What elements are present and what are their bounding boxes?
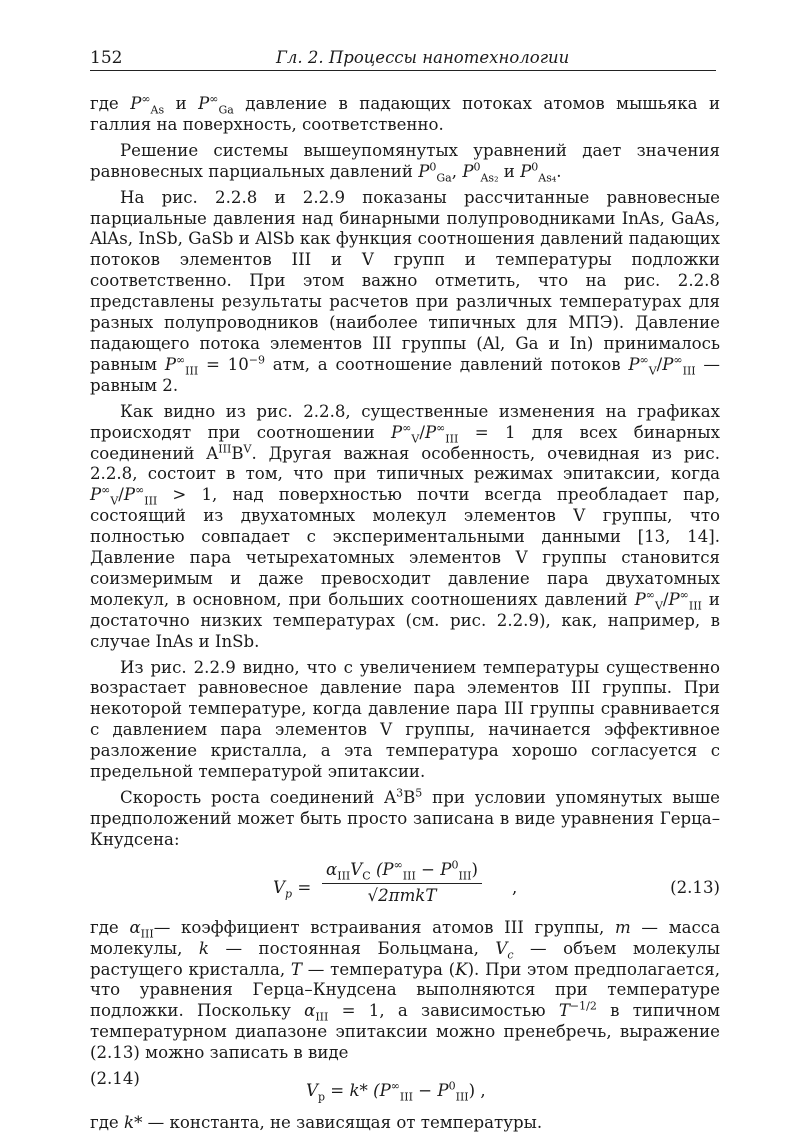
page-header — [90, 44, 716, 71]
running-title: Гл. 2. Процессы нанотехнологии — [276, 48, 570, 67]
equation-comma: , — [512, 877, 518, 897]
paragraph-8: где k* — константа, не зависящая от температуры. — [90, 1113, 543, 1133]
paragraph-6: Скорость роста соединений $A^3B^5$ при условии упомянутых выше предположений может быть просто записана в виде уравнения Герца–Кнудсена: — [90, 786, 720, 849]
equation-lhs: $V_p$ = — [273, 877, 312, 901]
equation-number: (2.13) — [670, 877, 720, 897]
paragraph-7: где $\alpha_{III}—$ коэффициент встраивания атомов III группы, m — масса молекулы, k — постоянная Больцмана, $V_c$ — объем молекулы растущего кристалла, T — температура (K). При этом предполагается, что уравнения Герца–Кнудсена выполняются при температуре подложки. Поскольку $\alpha_{III} = 1$, а зависимостью $T^{-1/2}$ в типичном температурном диапазоне эпитаксии можно пренебречь, выражение (2.13) можно записать в виде — [90, 917, 721, 1063]
body-text — [90, 94, 720, 1139]
equation-numerator: $\alpha_{III}V_C$ $(P^\infty_{III} - P^0_{III})$ — [322, 860, 482, 884]
equation-fraction — [322, 860, 482, 907]
paragraph-1: где $P^\infty_{As}$ и $P^\infty_{Ga}$ давление в падающих потоках атомов мышьяка и галлия на поверхность, соответственно. — [90, 92, 721, 134]
equation-2-14 — [90, 1069, 720, 1113]
page-number: 152 — [90, 48, 123, 68]
equation-2-13 — [90, 856, 720, 918]
paragraph-4: Как видно из рис. 2.2.8, существенные изменения на графиках происходят при соотношении $P^\infty_V/P^\infty_{III} = 1$ для всех бинарных соединений $A^{III}B^V$. Другая важная особенность, очевидная из рис. 2.2.8, состоит в том, что при типичных режимах эпитаксии, когда $P^\infty_V/P^\infty_{III} > 1$, над поверхностью почти всегда преобладает пар, состоящий из двухатомных молекул элементов V группы, что полностью совпадает с экспериментальными данными [13, 14]. Давление пара четырехатомных элементов V группы становится соизмеримым и даже превосходит давление пара двухатомных молекул, в основном, при больших соотношениях давлений $P^\infty_V/P^\infty_{III}$ и достаточно низких температурах (см. рис. 2.2.9), как, например, в случае InAs и InSb. — [90, 401, 720, 651]
equation-expression: $V_p = k*$ $(P^\infty_{III} - P^0_{III})$ , — [306, 1079, 486, 1104]
paragraph-5: Из рис. 2.2.9 видно, что с увеличением температуры существенно возрастает равновесное давление пара элементов III группы. При некоторой температуре, когда давление пара III группы сравнивается с давлением пара элементов V группы, начинается эффективное разложение кристалла, а эта температура хорошо согласуется с предельной температурой эпитаксии. — [90, 657, 720, 782]
paragraph-2: Решение системы вышеупомянутых уравнений дает значения равновесных парциальных давлений $P^0_{Ga}$, $P^0_{As_2}$ и $P^0_{As_4}$. — [90, 140, 720, 185]
equation-denominator: √2πmkT — [367, 885, 437, 905]
equation-number: (2.14) — [90, 1069, 140, 1089]
paragraph-3: На рис. 2.2.8 и 2.2.9 показаны рассчитанные равновесные парциальные давления над бинарными полупроводниками InAs, GaAs, AlAs, InSb, GaSb и AlSb как функция соотношения давлений падающих потоков элементов III и V групп и температуры подложки соответственно. При этом важно отметить, что на рис. 2.2.8 представлены результаты расчетов при различных температурах для разных полупроводников (наиболее типичных для МПЭ). Давление падающего потока элементов III группы (Al, Ga и In) принималось равным $P^\infty_{III} = 10^{-9}$ атм, а соотношение давлений потоков $P^\infty_V/P^\infty_{III}$ — равным 2. — [90, 187, 721, 395]
